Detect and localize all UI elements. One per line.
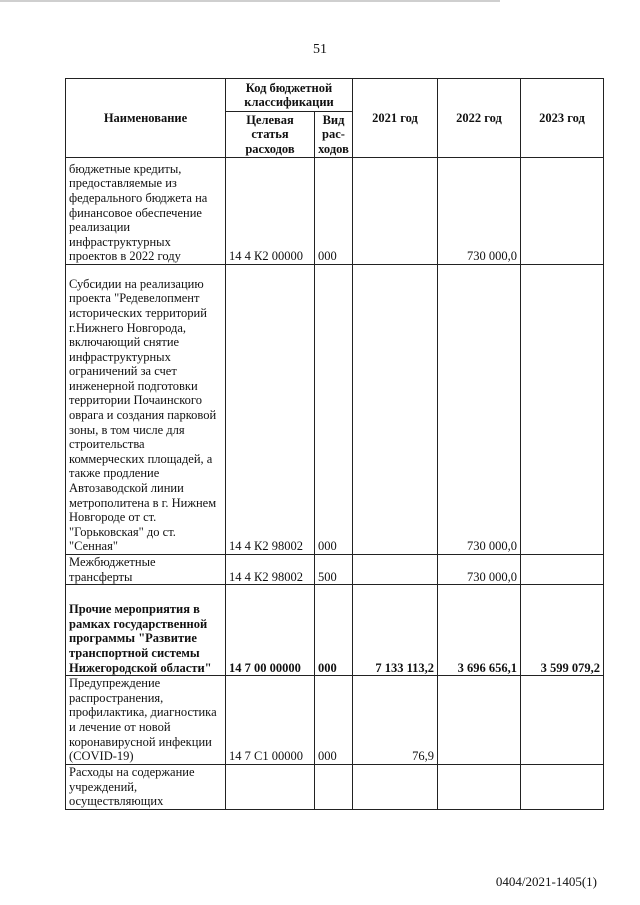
row-2023-cell: [521, 555, 604, 585]
header-code-group: Код бюджетной классификации: [226, 79, 353, 112]
row-2022-cell: 730 000,0: [438, 555, 521, 585]
row-2021-cell: 7 133 113,2: [353, 585, 438, 676]
header-2023: 2023 год: [521, 79, 604, 158]
row-expense-type-cell: 500: [315, 555, 353, 585]
table-body: [66, 158, 604, 810]
header-2021: 2021 год: [353, 79, 438, 158]
table-row: [66, 764, 604, 809]
row-expense-type-cell: [315, 764, 353, 809]
row-2023-cell: 3 599 079,2: [521, 585, 604, 676]
row-expense-type-cell: 000: [315, 158, 353, 265]
header-name: Наименование: [66, 79, 226, 158]
row-name-cell: Межбюджетные трансферты: [66, 555, 226, 585]
header-2022: 2022 год: [438, 79, 521, 158]
header-row-1: [66, 79, 604, 112]
row-code-cell: 14 4 К2 00000: [226, 158, 315, 265]
row-2023-cell: [521, 676, 604, 765]
row-2021-cell: [353, 764, 438, 809]
row-2023-cell: [521, 265, 604, 555]
header-expense-type: Вид рас- ходов: [315, 112, 353, 158]
table-row: [66, 158, 604, 265]
row-2021-cell: [353, 158, 438, 265]
row-expense-type-cell: 000: [315, 676, 353, 765]
row-2021-cell: [353, 265, 438, 555]
row-2022-cell: [438, 764, 521, 809]
row-expense-type-cell: 000: [315, 265, 353, 555]
row-2022-cell: 3 696 656,1: [438, 585, 521, 676]
table-row: [66, 265, 604, 555]
table-row: [66, 676, 604, 765]
row-code-cell: [226, 764, 315, 809]
row-2023-cell: [521, 158, 604, 265]
row-2023-cell: [521, 764, 604, 809]
row-2022-cell: 730 000,0: [438, 265, 521, 555]
row-name-cell: Предупреждение распространения, профилактика, диагностика и лечение от новой коронавирусной инфекции (COVID-19): [66, 676, 226, 765]
row-name-cell: Субсидии на реализацию проекта "Редевелопмент исторических территорий г.Нижнего Новгорода, включающий снятие инфраструктурных ограничений за счет инженерной подготовки территории Почаинского оврага и создания парковой зоны, в том числе для строительства коммерческих площадей, а также продление Автозаводской линии метрополитена в г. Нижнем Новгороде от ст. "Горьковская" до ст. "Сенная": [66, 265, 226, 555]
table-row: [66, 585, 604, 676]
row-name-cell: бюджетные кредиты, предоставляемые из федерального бюджета на финансовое обеспечение реализации инфраструктурных проектов в 2022 году: [66, 158, 226, 265]
row-name-cell: Расходы на содержание учреждений, осуществляющих: [66, 764, 226, 809]
top-scan-line: [0, 0, 500, 2]
page-number: 51: [313, 42, 327, 57]
row-2021-cell: 76,9: [353, 676, 438, 765]
document-code: 0404/2021-1405(1): [495, 874, 597, 889]
row-code-cell: 14 7 00 00000: [226, 585, 315, 676]
row-2022-cell: 730 000,0: [438, 158, 521, 265]
row-code-cell: 14 4 К2 98002: [226, 265, 315, 555]
table-row: [66, 555, 604, 585]
header-target-article: Целевая статья расходов: [226, 112, 315, 158]
row-code-cell: 14 4 К2 98002: [226, 555, 315, 585]
row-name-cell: Прочие мероприятия в рамках государственной программы "Развитие транспортной системы Нижегородской области": [66, 585, 226, 676]
row-2021-cell: [353, 555, 438, 585]
row-code-cell: 14 7 С1 00000: [226, 676, 315, 765]
budget-table: [65, 78, 604, 810]
row-2022-cell: [438, 676, 521, 765]
row-expense-type-cell: 000: [315, 585, 353, 676]
